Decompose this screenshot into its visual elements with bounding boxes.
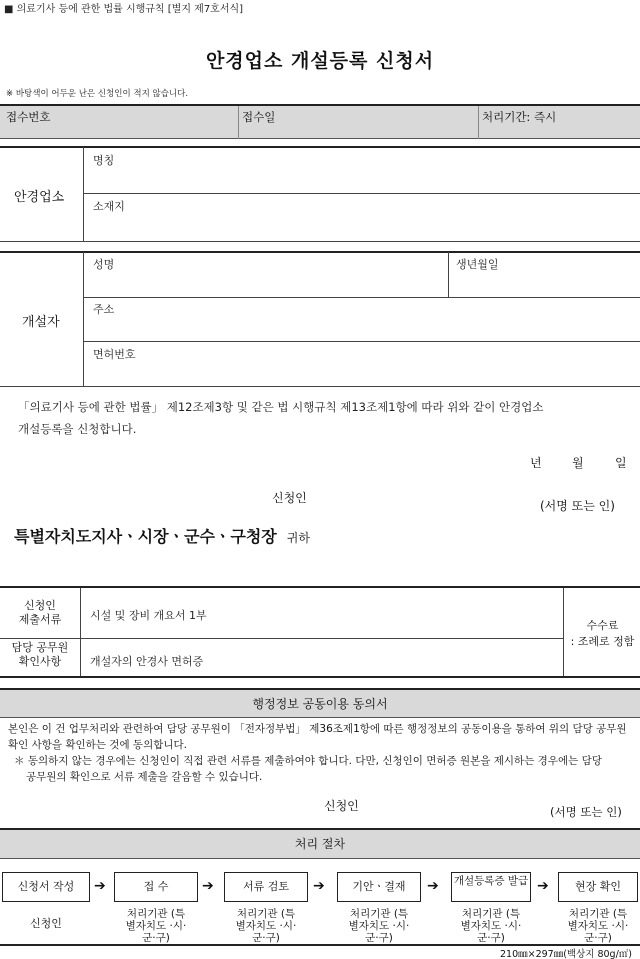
founder-section-label: 개설자 (22, 315, 60, 330)
consent-line-4: 공무원의 확인으로 서류 제출을 갈음할 수 있습니다. (26, 771, 263, 783)
step-5-label: 개설등록증 발급 (453, 875, 529, 887)
paper-spec: 210㎜×297㎜(백상지 80g/㎡) (499, 949, 632, 959)
officer-check-label (0, 641, 80, 669)
step-5-box (451, 872, 531, 902)
arrow-right-icon: ➔ (94, 878, 106, 894)
shop-location-label: 소재지 (93, 200, 125, 213)
consent-line-1: 본인은 이 건 업무처리와 관련하여 담당 공무원이 「전자정부법」 제36조제1항에 따른 행정정보의 공동이용을 통하여 위의 담당 공무원 (8, 723, 627, 735)
officer-check-value: 개설자의 안경사 면허증 (90, 655, 204, 668)
founder-address-label: 주소 (93, 303, 115, 316)
step-2-actor: 처리기관 (특별자치도 ·시·군·구) (125, 908, 187, 944)
fee-value: : 조례로 정함 (570, 635, 635, 648)
step-1-box: 신청서 작성 (2, 872, 90, 902)
step-6-actor: 처리기관 (특별자치도 ·시·군·구) (567, 908, 629, 944)
founder-license-label: 면허번호 (93, 348, 136, 361)
declaration-line-1: 「의료기사 등에 관한 법률」 제12조제3항 및 같은 법 시행규칙 제13조제1항에 따라 위와 같이 안경업소 (18, 400, 544, 414)
consent-signature-label: (서명 또는 인) (550, 805, 622, 819)
consent-line-3: ＊ 동의하지 않는 경우에는 신청인이 직접 관련 서류를 제출하여야 합니다. 다만, 신청인이 면허증 원본을 제시하는 경우에는 담당 (14, 755, 602, 767)
consent-title: 행정정보 공동이용 동의서 (0, 688, 640, 718)
step-4-box: 기안ㆍ결재 (337, 872, 421, 902)
processing-period-label: 처리기간: 즉시 (482, 110, 557, 124)
founder-birth-label: 생년월일 (456, 258, 499, 271)
arrow-right-icon: ➔ (537, 878, 549, 894)
step-2-box: 접 수 (114, 872, 198, 902)
officer-check-label-2: 확인사항 (18, 655, 62, 668)
step-3-box: 서류 검토 (224, 872, 308, 902)
founder-name-label: 성명 (93, 258, 115, 271)
step-6-box: 현장 확인 (558, 872, 638, 902)
addressee-suffix: 귀하 (286, 531, 310, 545)
applicant-docs-label (0, 588, 80, 638)
addressee (14, 524, 310, 547)
applicant-label: 신청인 (272, 491, 307, 505)
date-year-label: 년 (530, 456, 542, 470)
fee-box (565, 618, 640, 650)
procedure-title: 처리 절차 (0, 828, 640, 859)
shop-name-label: 명칭 (93, 154, 115, 167)
receipt-date-label: 접수일 (242, 110, 276, 124)
receipt-number-label: 접수번호 (6, 110, 51, 124)
applicant-docs-label-2: 제출서류 (18, 613, 62, 626)
signature-label: (서명 또는 인) (540, 499, 615, 513)
date-month-label: 월 (572, 456, 584, 470)
step-1-actor: 신청인 (30, 917, 62, 930)
consent-text (8, 721, 638, 785)
arrow-right-icon: ➔ (427, 878, 439, 894)
applicant-docs-label-1: 신청인 (24, 599, 56, 612)
consent-line-2: 확인 사항을 확인하는 것에 동의합니다. (8, 739, 187, 751)
fee-label: 수수료 (586, 619, 619, 632)
date-day-label: 일 (615, 456, 627, 470)
applicant-docs-value: 시설 및 장비 개요서 1부 (90, 609, 207, 622)
declaration-line-2: 개설등록을 신청합니다. (18, 422, 137, 436)
receipt-row (0, 104, 640, 139)
arrow-right-icon: ➔ (313, 878, 325, 894)
step-4-actor: 처리기관 (특별자치도 ·시·군·구) (348, 908, 410, 944)
step-3-actor: 처리기관 (특별자치도 ·시·군·구) (235, 908, 297, 944)
page-title: 안경업소 개설등록 신청서 (205, 50, 435, 72)
form-reference: ■ 의료기사 등에 관한 법률 시행규칙 [별지 제7호서식] (4, 4, 244, 15)
consent-applicant-label: 신청인 (324, 799, 359, 813)
instruction-note: ※ 바탕색이 어두운 난은 신청인이 적지 않습니다. (6, 89, 189, 99)
addressee-title: 특별자치도지사ㆍ시장ㆍ군수ㆍ구청장 (14, 527, 277, 546)
shop-section-label: 안경업소 (14, 190, 65, 205)
officer-check-label-1: 담당 공무원 (11, 641, 69, 654)
step-5-actor: 처리기관 (특별자치도 ·시·군·구) (460, 908, 522, 944)
arrow-right-icon: ➔ (202, 878, 214, 894)
